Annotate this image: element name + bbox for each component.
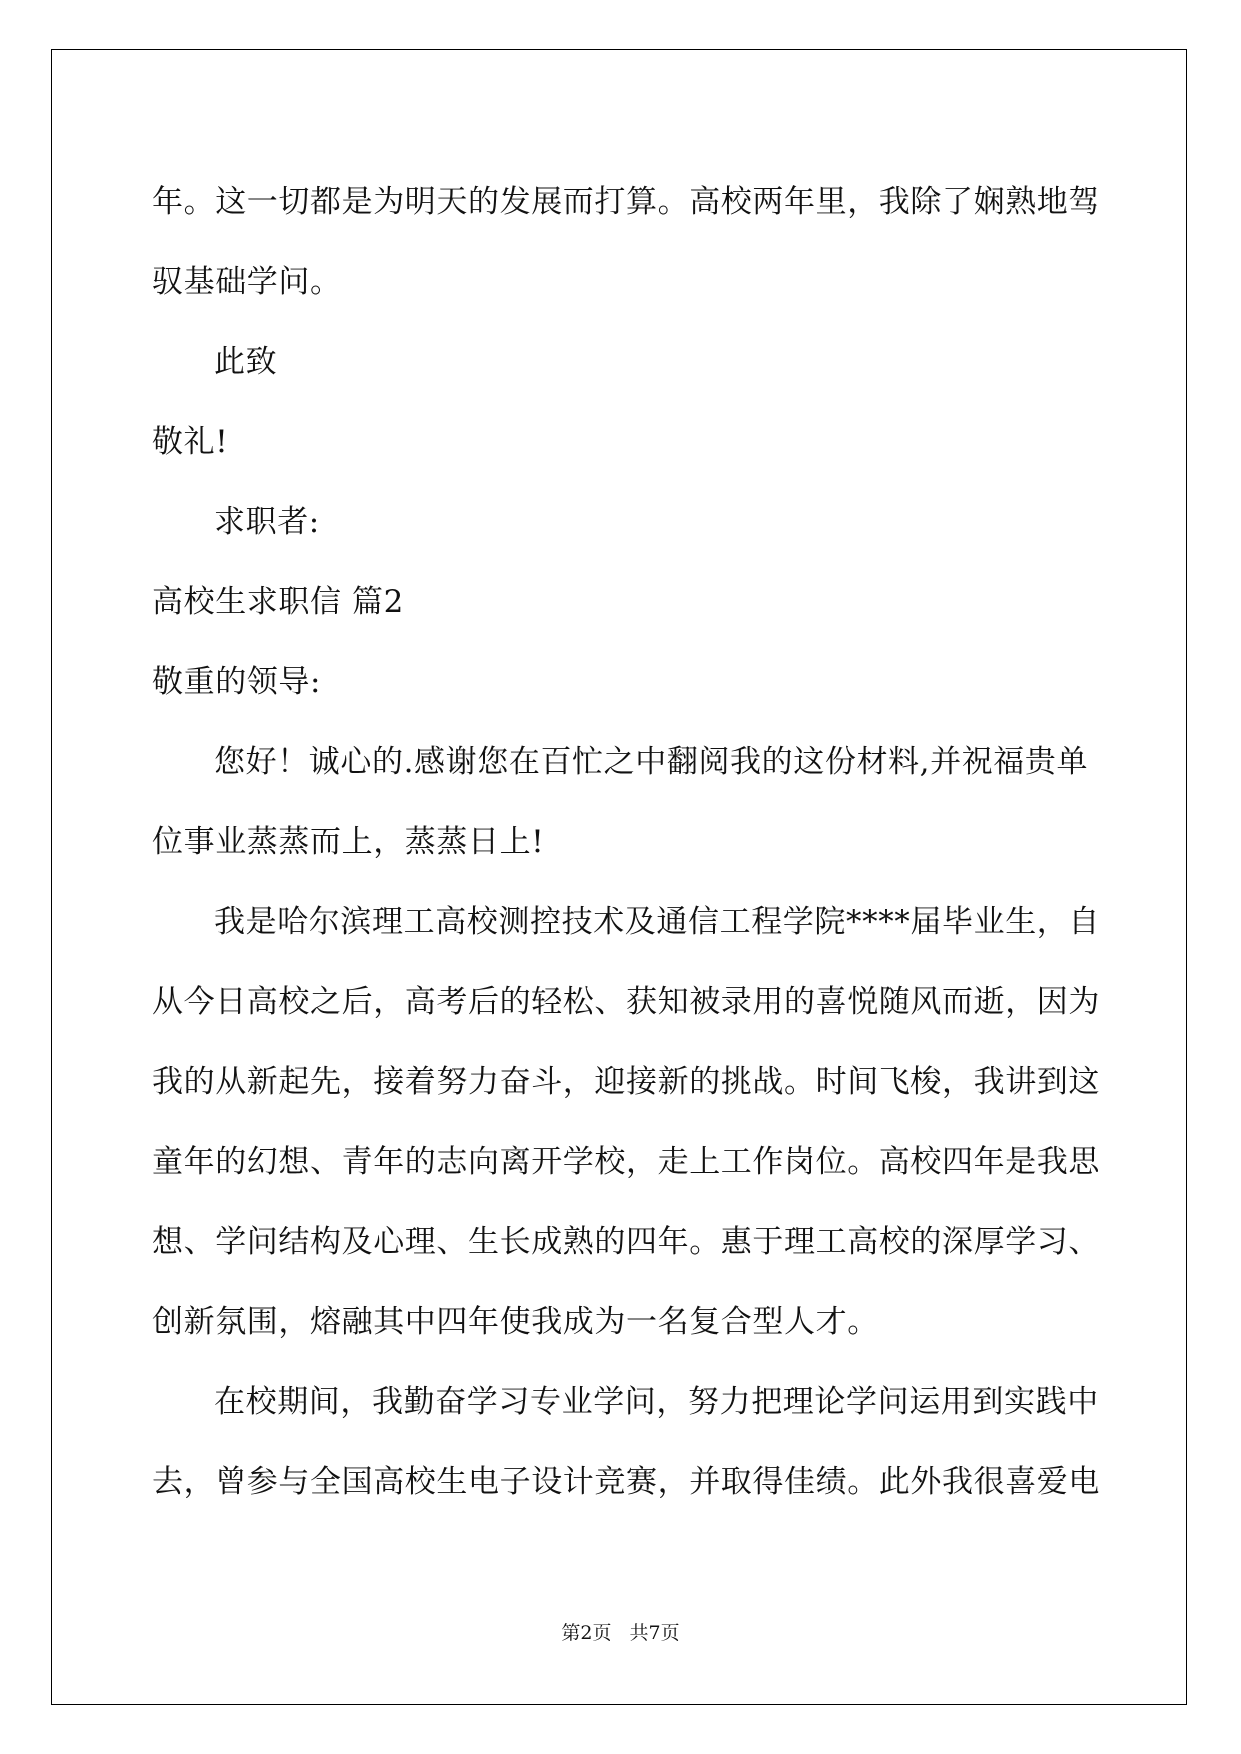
text-line: 想、学问结构及心理、生长成熟的四年。惠于理工高校的深厚学习、 bbox=[152, 1224, 1100, 1260]
text-line: 创新氛围，熔融其中四年使我成为一名复合型人才。 bbox=[152, 1304, 879, 1340]
text-line: 位事业蒸蒸而上，蒸蒸日上! bbox=[152, 824, 545, 860]
text-line: 去，曾参与全国高校生电子设计竞赛，并取得佳绩。此外我很喜爱电 bbox=[152, 1464, 1100, 1500]
text-line: 在校期间，我勤奋学习专业学问，努力把理论学问运用到实践中 bbox=[214, 1384, 1099, 1420]
text-line: 年。这一切都是为明天的发展而打算。高校两年里，我除了娴熟地驾 bbox=[152, 184, 1100, 220]
text-line: 高校生求职信 篇2 bbox=[152, 584, 404, 620]
text-line: 童年的幻想、青年的志向离开学校，走上工作岗位。高校四年是我思 bbox=[152, 1144, 1100, 1180]
document-body bbox=[152, 162, 1100, 1522]
page-total: 共7页 bbox=[629, 1622, 680, 1644]
page-footer bbox=[0, 1618, 1241, 1645]
page-number: 第2页 bbox=[561, 1622, 612, 1644]
text-line: 敬礼! bbox=[152, 424, 229, 460]
text-line: 从今日高校之后，高考后的轻松、获知被录用的喜悦随风而逝，因为 bbox=[152, 984, 1100, 1020]
text-line: 我是哈尔滨理工高校测控技术及通信工程学院****届毕业生，自 bbox=[214, 904, 1100, 940]
text-line: 您好！诚心的.感谢您在百忙之中翻阅我的这份材料,并祝福贵单 bbox=[214, 744, 1089, 780]
text-line: 求职者: bbox=[214, 504, 320, 540]
text-line: 此致 bbox=[214, 344, 278, 380]
text-line: 我的从新起先，接着努力奋斗，迎接新的挑战。时间飞梭，我讲到这 bbox=[152, 1064, 1100, 1100]
text-line: 驭基础学问。 bbox=[152, 264, 342, 300]
text-line: 敬重的领导: bbox=[152, 664, 322, 700]
